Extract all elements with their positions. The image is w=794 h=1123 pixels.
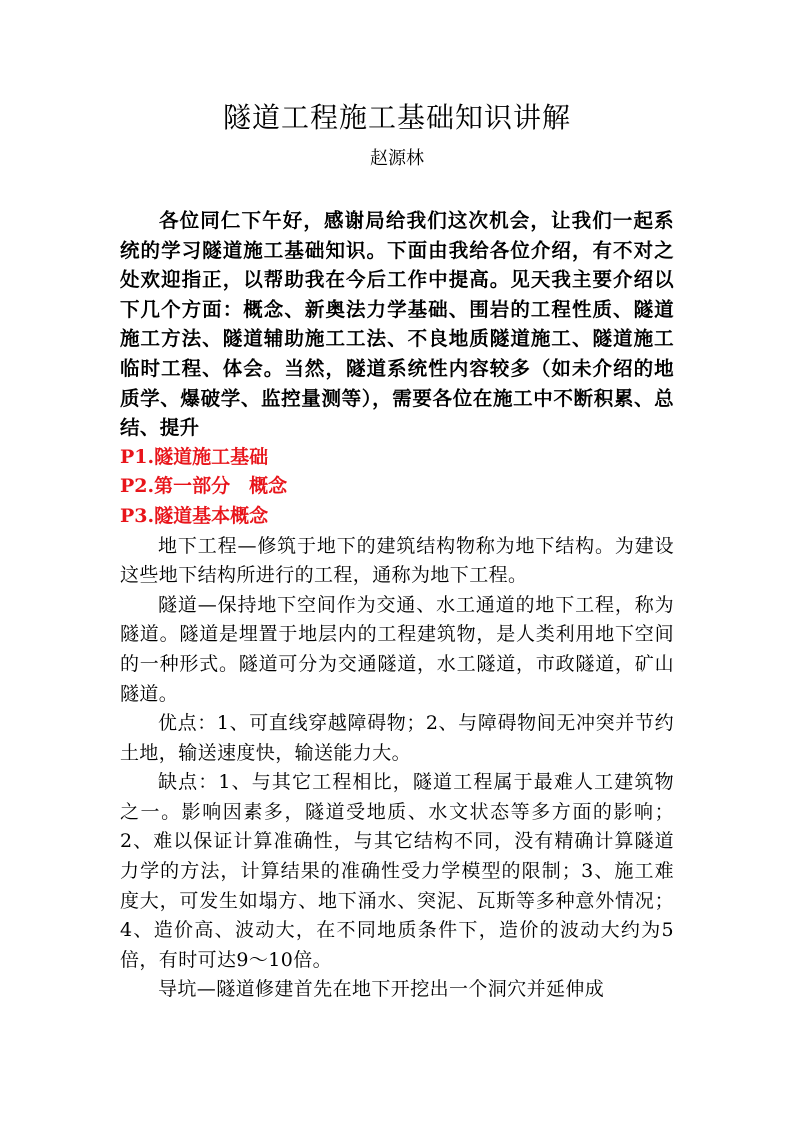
section-heading-p2: P2.第一部分 概念	[120, 475, 288, 498]
paragraph-tunnel-definition: 隧道—保持地下空间作为交通、水工通道的地下工程，称为隧道。隧道是埋置于地层内的工程建筑物，是人类利用地下空间的一种形式。隧道可分为交通隧道，水工隧道，市政隧道，矿山隧道。	[120, 593, 674, 705]
paragraph-advantages: 优点：1、可直线穿越障碍物；2、与障碍物间无冲突并节约土地，输送速度快，输送能力大。	[120, 712, 674, 764]
paragraph-pilot-tunnel: 导坑—隧道修建首先在地下开挖出一个洞穴并延伸成	[158, 978, 605, 1001]
document-body	[120, 206, 674, 1005]
document-title: 隧道工程施工基础知识讲解	[222, 101, 571, 134]
document-author: 赵源林	[370, 148, 424, 169]
section-heading-p1: P1.隧道施工基础	[120, 445, 269, 468]
intro-paragraph: 各位同仁下午好，感谢局给我们这次机会，让我们一起系统的学习隧道施工基础知识。下面由我给各位介绍，有不对之处欢迎指正，以帮助我在今后工作中提高。见天我主要介绍以下几个方面：概念、新奥法力学基础、围岩的工程性质、隧道施工方法、隧道辅助施工工法、不良地质隧道施工、隧道施工临时工程、体会。当然，隧道系统性内容较多（如未介绍的地质学、爆破学、监控量测等），需要各位在施工中不断积累、总结、提升	[120, 209, 674, 440]
section-heading-p3: P3.隧道基本概念	[120, 504, 269, 527]
paragraph-disadvantages: 缺点：1、与其它工程相比，隧道工程属于最难人工建筑物之一。影响因素多，隧道受地质、水文状态等多方面的影响；2、难以保证计算准确性，与其它结构不同，没有精确计算隧道力学的方法，计算结果的准确性受力学模型的限制；3、施工难度大，可发生如塌方、地下涌水、突泥、瓦斯等多种意外情况；4、造价高、波动大，在不同地质条件下，造价的波动大约为5倍，有时可达9～10倍。	[120, 771, 674, 971]
paragraph-underground-engineering: 地下工程—修筑于地下的建筑结构物称为地下结构。为建设这些地下结构所进行的工程，通称为地下工程。	[120, 534, 674, 587]
